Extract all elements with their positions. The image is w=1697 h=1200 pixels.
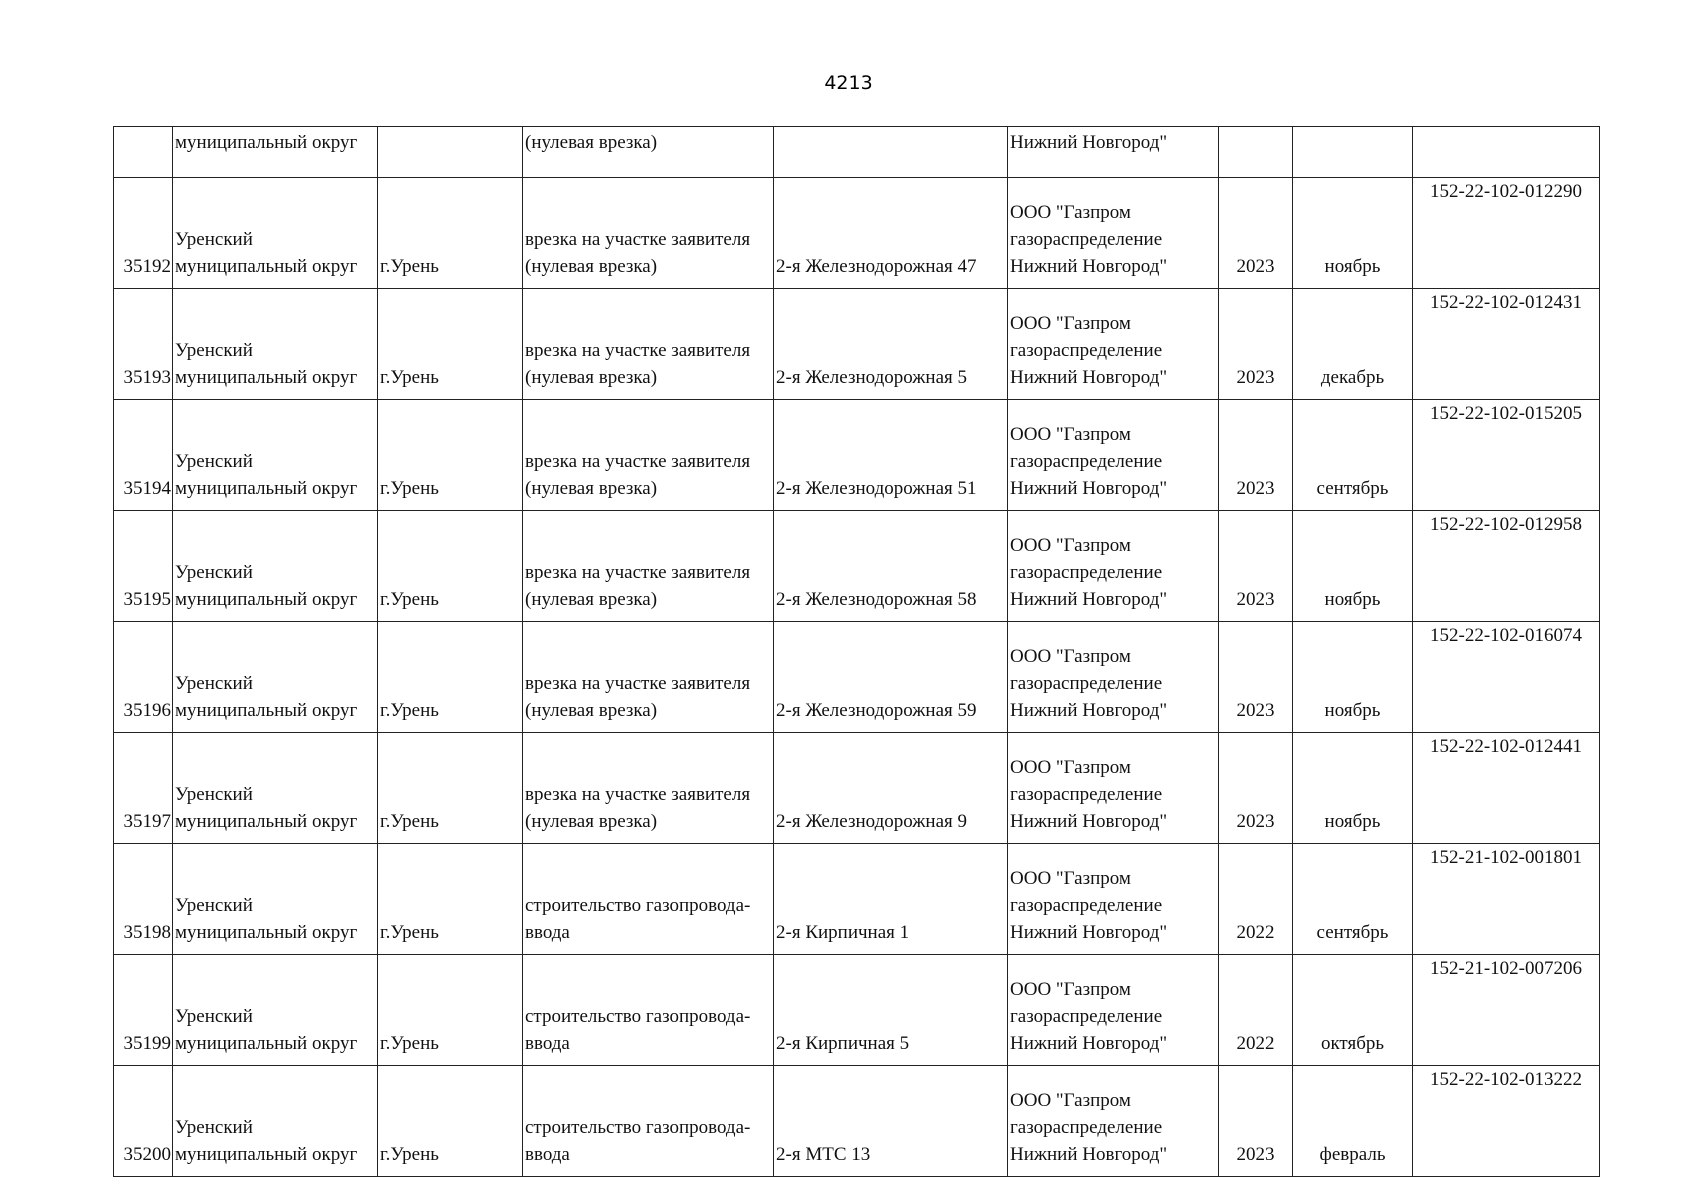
cell-operator-line: ООО "Газпром	[1010, 1090, 1131, 1111]
cell-operator-line: ООО "Газпром	[1010, 757, 1131, 778]
cell-work-type	[523, 844, 774, 955]
continuation-row	[114, 127, 1600, 178]
cell-address: 2-я МТС 13	[774, 1066, 1008, 1177]
cell-locality: г.Урень	[378, 844, 523, 955]
cell-district	[173, 1066, 378, 1177]
cell-operator	[1008, 178, 1219, 289]
cell-operator: Нижний Новгород"	[1008, 127, 1219, 178]
cell-operator	[1008, 955, 1219, 1066]
cell-year	[1219, 127, 1293, 178]
cell-district-line: муниципальный округ	[175, 478, 358, 499]
cell-work-type-line: (нулевая врезка)	[525, 811, 658, 832]
cell-num: 35198	[114, 844, 173, 955]
cell-year: 2023	[1219, 178, 1293, 289]
cell-code	[1413, 127, 1600, 178]
cell-month: сентябрь	[1293, 400, 1413, 511]
cell-operator-line: Нижний Новгород"	[1010, 589, 1168, 610]
cell-work-type-line: ввода	[525, 922, 570, 943]
cell-address: 2-я Железнодорожная 58	[774, 511, 1008, 622]
cell-code: 152-22-102-012431	[1413, 289, 1600, 400]
cell-operator	[1008, 844, 1219, 955]
cell-district-line: Уренский	[175, 229, 253, 250]
registry-table	[113, 126, 1600, 1177]
cell-work-type-line: врезка на участке заявителя	[525, 562, 751, 583]
cell-address: 2-я Железнодорожная 47	[774, 178, 1008, 289]
cell-work-type	[523, 400, 774, 511]
cell-operator	[1008, 622, 1219, 733]
cell-operator	[1008, 400, 1219, 511]
cell-year: 2023	[1219, 622, 1293, 733]
cell-operator-line: газораспределение	[1010, 562, 1163, 583]
cell-operator-line: газораспределение	[1010, 1006, 1163, 1027]
cell-district-line: муниципальный округ	[175, 700, 358, 721]
cell-num: 35195	[114, 511, 173, 622]
cell-operator-line: Нижний Новгород"	[1010, 478, 1168, 499]
cell-locality: г.Урень	[378, 733, 523, 844]
cell-operator-line: Нижний Новгород"	[1010, 256, 1168, 277]
cell-code: 152-22-102-012441	[1413, 733, 1600, 844]
cell-work-type-line: (нулевая врезка)	[525, 478, 658, 499]
cell-district-line: муниципальный округ	[175, 367, 358, 388]
cell-num: 35193	[114, 289, 173, 400]
cell-work-type	[523, 289, 774, 400]
table-row	[114, 178, 1600, 289]
cell-operator-line: Нижний Новгород"	[1010, 922, 1168, 943]
cell-operator-line: газораспределение	[1010, 451, 1163, 472]
cell-district	[173, 733, 378, 844]
cell-month: ноябрь	[1293, 622, 1413, 733]
cell-code: 152-22-102-015205	[1413, 400, 1600, 511]
cell-work-type-line: врезка на участке заявителя	[525, 673, 751, 694]
table-row	[114, 1066, 1600, 1177]
cell-code: 152-22-102-012290	[1413, 178, 1600, 289]
cell-operator	[1008, 733, 1219, 844]
cell-district-line: Уренский	[175, 784, 253, 805]
cell-district-line: муниципальный округ	[175, 256, 358, 277]
cell-month: ноябрь	[1293, 733, 1413, 844]
cell-work-type-line: строительство газопровода-	[525, 1006, 751, 1027]
table-row	[114, 400, 1600, 511]
cell-year: 2022	[1219, 844, 1293, 955]
cell-address: 2-я Кирпичная 5	[774, 955, 1008, 1066]
cell-operator-line: газораспределение	[1010, 784, 1163, 805]
cell-operator-line: газораспределение	[1010, 229, 1163, 250]
cell-locality: г.Урень	[378, 400, 523, 511]
cell-month: декабрь	[1293, 289, 1413, 400]
cell-district-line: муниципальный округ	[175, 811, 358, 832]
cell-locality: г.Урень	[378, 289, 523, 400]
cell-address: 2-я Железнодорожная 5	[774, 289, 1008, 400]
cell-num: 35199	[114, 955, 173, 1066]
cell-month: сентябрь	[1293, 844, 1413, 955]
table-row	[114, 733, 1600, 844]
cell-year: 2023	[1219, 1066, 1293, 1177]
cell-locality: г.Урень	[378, 622, 523, 733]
cell-operator-line: Нижний Новгород"	[1010, 1144, 1168, 1165]
cell-work-type: (нулевая врезка)	[523, 127, 774, 178]
cell-district-line: муниципальный округ	[175, 589, 358, 610]
cell-operator-line: Нижний Новгород"	[1010, 811, 1168, 832]
cell-work-type	[523, 733, 774, 844]
cell-district	[173, 178, 378, 289]
cell-operator	[1008, 289, 1219, 400]
cell-district-line: Уренский	[175, 340, 253, 361]
cell-operator-line: газораспределение	[1010, 673, 1163, 694]
cell-district-line: Уренский	[175, 1006, 253, 1027]
table-row	[114, 289, 1600, 400]
cell-district	[173, 511, 378, 622]
cell-operator-line: ООО "Газпром	[1010, 868, 1131, 889]
cell-operator-line: ООО "Газпром	[1010, 424, 1131, 445]
cell-operator-line: ООО "Газпром	[1010, 535, 1131, 556]
cell-num: 35197	[114, 733, 173, 844]
cell-work-type-line: (нулевая врезка)	[525, 589, 658, 610]
cell-district	[173, 289, 378, 400]
cell-locality: г.Урень	[378, 178, 523, 289]
cell-work-type	[523, 622, 774, 733]
cell-locality: г.Урень	[378, 511, 523, 622]
cell-num	[114, 127, 173, 178]
cell-district-line: муниципальный округ	[175, 922, 358, 943]
cell-work-type-line: (нулевая врезка)	[525, 367, 658, 388]
cell-work-type-line: врезка на участке заявителя	[525, 340, 751, 361]
cell-district	[173, 955, 378, 1066]
cell-month: февраль	[1293, 1066, 1413, 1177]
cell-work-type	[523, 955, 774, 1066]
cell-address: 2-я Железнодорожная 51	[774, 400, 1008, 511]
cell-operator-line: газораспределение	[1010, 1117, 1163, 1138]
table-row	[114, 622, 1600, 733]
cell-work-type-line: (нулевая врезка)	[525, 256, 658, 277]
cell-work-type-line: строительство газопровода-	[525, 1117, 751, 1138]
cell-year: 2023	[1219, 733, 1293, 844]
cell-work-type	[523, 511, 774, 622]
cell-operator-line: ООО "Газпром	[1010, 646, 1131, 667]
cell-work-type-line: ввода	[525, 1033, 570, 1054]
cell-num: 35196	[114, 622, 173, 733]
cell-operator	[1008, 511, 1219, 622]
cell-district	[173, 622, 378, 733]
cell-locality: г.Урень	[378, 1066, 523, 1177]
cell-operator-line: газораспределение	[1010, 895, 1163, 916]
cell-address: 2-я Железнодорожная 59	[774, 622, 1008, 733]
cell-year: 2023	[1219, 400, 1293, 511]
cell-district	[173, 400, 378, 511]
cell-num: 35194	[114, 400, 173, 511]
cell-district-line: Уренский	[175, 895, 253, 916]
cell-month: октябрь	[1293, 955, 1413, 1066]
cell-month: ноябрь	[1293, 511, 1413, 622]
cell-operator	[1008, 1066, 1219, 1177]
page-number: 4213	[824, 72, 873, 94]
cell-operator-line: ООО "Газпром	[1010, 979, 1131, 1000]
cell-address	[774, 127, 1008, 178]
cell-code: 152-22-102-013222	[1413, 1066, 1600, 1177]
cell-district-line: Уренский	[175, 562, 253, 583]
cell-num: 35200	[114, 1066, 173, 1177]
cell-month: ноябрь	[1293, 178, 1413, 289]
cell-district-line: Уренский	[175, 451, 253, 472]
table-row	[114, 955, 1600, 1066]
cell-work-type-line: строительство газопровода-	[525, 895, 751, 916]
cell-operator-line: ООО "Газпром	[1010, 313, 1131, 334]
cell-operator-line: Нижний Новгород"	[1010, 1033, 1168, 1054]
cell-district: муниципальный округ	[173, 127, 378, 178]
cell-code: 152-21-102-007206	[1413, 955, 1600, 1066]
cell-locality: г.Урень	[378, 955, 523, 1066]
cell-work-type-line: врезка на участке заявителя	[525, 784, 751, 805]
table-row	[114, 511, 1600, 622]
cell-num: 35192	[114, 178, 173, 289]
cell-work-type-line: врезка на участке заявителя	[525, 451, 751, 472]
cell-year: 2023	[1219, 289, 1293, 400]
cell-year: 2023	[1219, 511, 1293, 622]
cell-operator-line: Нижний Новгород"	[1010, 367, 1168, 388]
cell-address: 2-я Железнодорожная 9	[774, 733, 1008, 844]
cell-district-line: муниципальный округ	[175, 1144, 358, 1165]
cell-operator-line: газораспределение	[1010, 340, 1163, 361]
cell-district-line: муниципальный округ	[175, 1033, 358, 1054]
cell-work-type-line: врезка на участке заявителя	[525, 229, 751, 250]
cell-work-type-line: ввода	[525, 1144, 570, 1165]
cell-district	[173, 844, 378, 955]
cell-locality	[378, 127, 523, 178]
cell-code: 152-22-102-016074	[1413, 622, 1600, 733]
table-body	[114, 127, 1600, 1177]
cell-district-line: Уренский	[175, 1117, 253, 1138]
cell-month	[1293, 127, 1413, 178]
cell-operator-line: ООО "Газпром	[1010, 202, 1131, 223]
cell-work-type-line: (нулевая врезка)	[525, 700, 658, 721]
table-row	[114, 844, 1600, 955]
cell-code: 152-22-102-012958	[1413, 511, 1600, 622]
cell-address: 2-я Кирпичная 1	[774, 844, 1008, 955]
cell-work-type	[523, 178, 774, 289]
cell-work-type	[523, 1066, 774, 1177]
cell-year: 2022	[1219, 955, 1293, 1066]
cell-district-line: Уренский	[175, 673, 253, 694]
cell-code: 152-21-102-001801	[1413, 844, 1600, 955]
cell-operator-line: Нижний Новгород"	[1010, 700, 1168, 721]
